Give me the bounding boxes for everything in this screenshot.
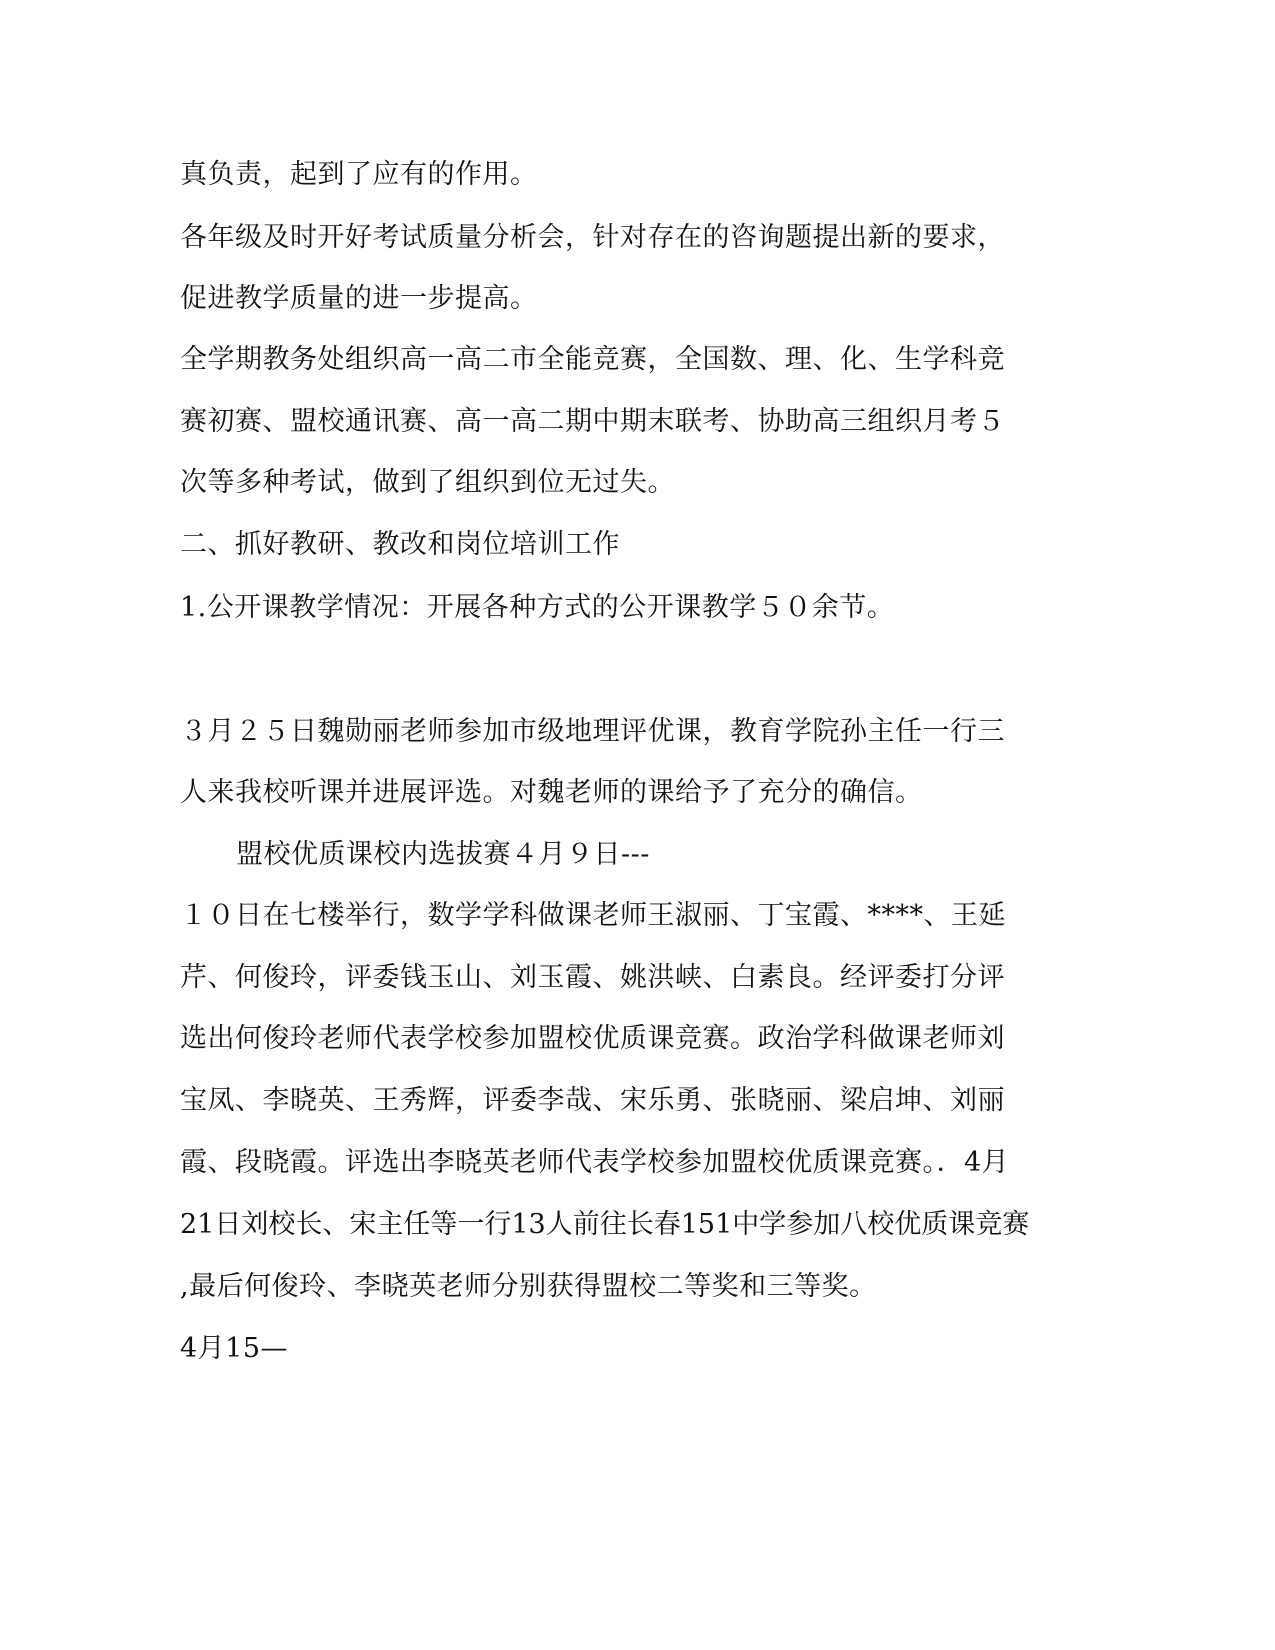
paragraph-line: 21日刘校长、宋主任等一行13人前往长春151中学参加八校优质课竞赛 bbox=[180, 1209, 1030, 1240]
paragraph-line: １０日在七楼举行，数学学科做课老师王淑丽、丁宝霞、****、王延 bbox=[180, 900, 1006, 931]
paragraph-line: 全学期教务处组织高一高二市全能竞赛，全国数、理、化、生学科竞 bbox=[180, 344, 1005, 375]
section-heading: 二、抓好教研、教改和岗位培训工作 bbox=[180, 529, 620, 560]
paragraph-line: ３月２５日魏勋丽老师参加市级地理评优课，教育学院孙主任一行三 bbox=[180, 716, 1005, 747]
paragraph-line: 盟校优质课校内选拔赛４月９日--- bbox=[236, 839, 650, 870]
paragraph-line: 宝凤、李晓英、王秀辉，评委李哉、宋乐勇、张晓丽、梁启坤、刘丽 bbox=[180, 1085, 1005, 1116]
paragraph-line: 1.公开课教学情况：开展各种方式的公开课教学５０余节。 bbox=[180, 592, 895, 623]
paragraph-line: 促进教学质量的进一步提高。 bbox=[180, 283, 538, 314]
paragraph-line: 芹、何俊玲，评委钱玉山、刘玉霞、姚洪峡、白素良。经评委打分评 bbox=[180, 962, 1005, 993]
paragraph-line: 各年级及时开好考试质量分析会，针对存在的咨询题提出新的要求， bbox=[180, 222, 1005, 253]
paragraph-line: ,最后何俊玲、李晓英老师分别获得盟校二等奖和三等奖。 bbox=[180, 1271, 877, 1302]
paragraph-line: 选出何俊玲老师代表学校参加盟校优质课竞赛。政治学科做课老师刘 bbox=[180, 1023, 1005, 1054]
paragraph-line: 4月15— bbox=[180, 1333, 289, 1364]
paragraph-line: 赛初赛、盟校通讯赛、高一高二期中期末联考、协助高三组织月考５ bbox=[180, 406, 1005, 437]
paragraph-line: 真负责，起到了应有的作用。 bbox=[180, 159, 538, 190]
paragraph-line: 次等多种考试，做到了组织到位无过失。 bbox=[180, 467, 675, 498]
paragraph-line: 霞、段晓霞。评选出李晓英老师代表学校参加盟校优质课竞赛。．4月 bbox=[180, 1147, 1010, 1178]
paragraph-line: 人来我校听课并进展评选。对魏老师的课给予了充分的确信。 bbox=[180, 777, 923, 808]
